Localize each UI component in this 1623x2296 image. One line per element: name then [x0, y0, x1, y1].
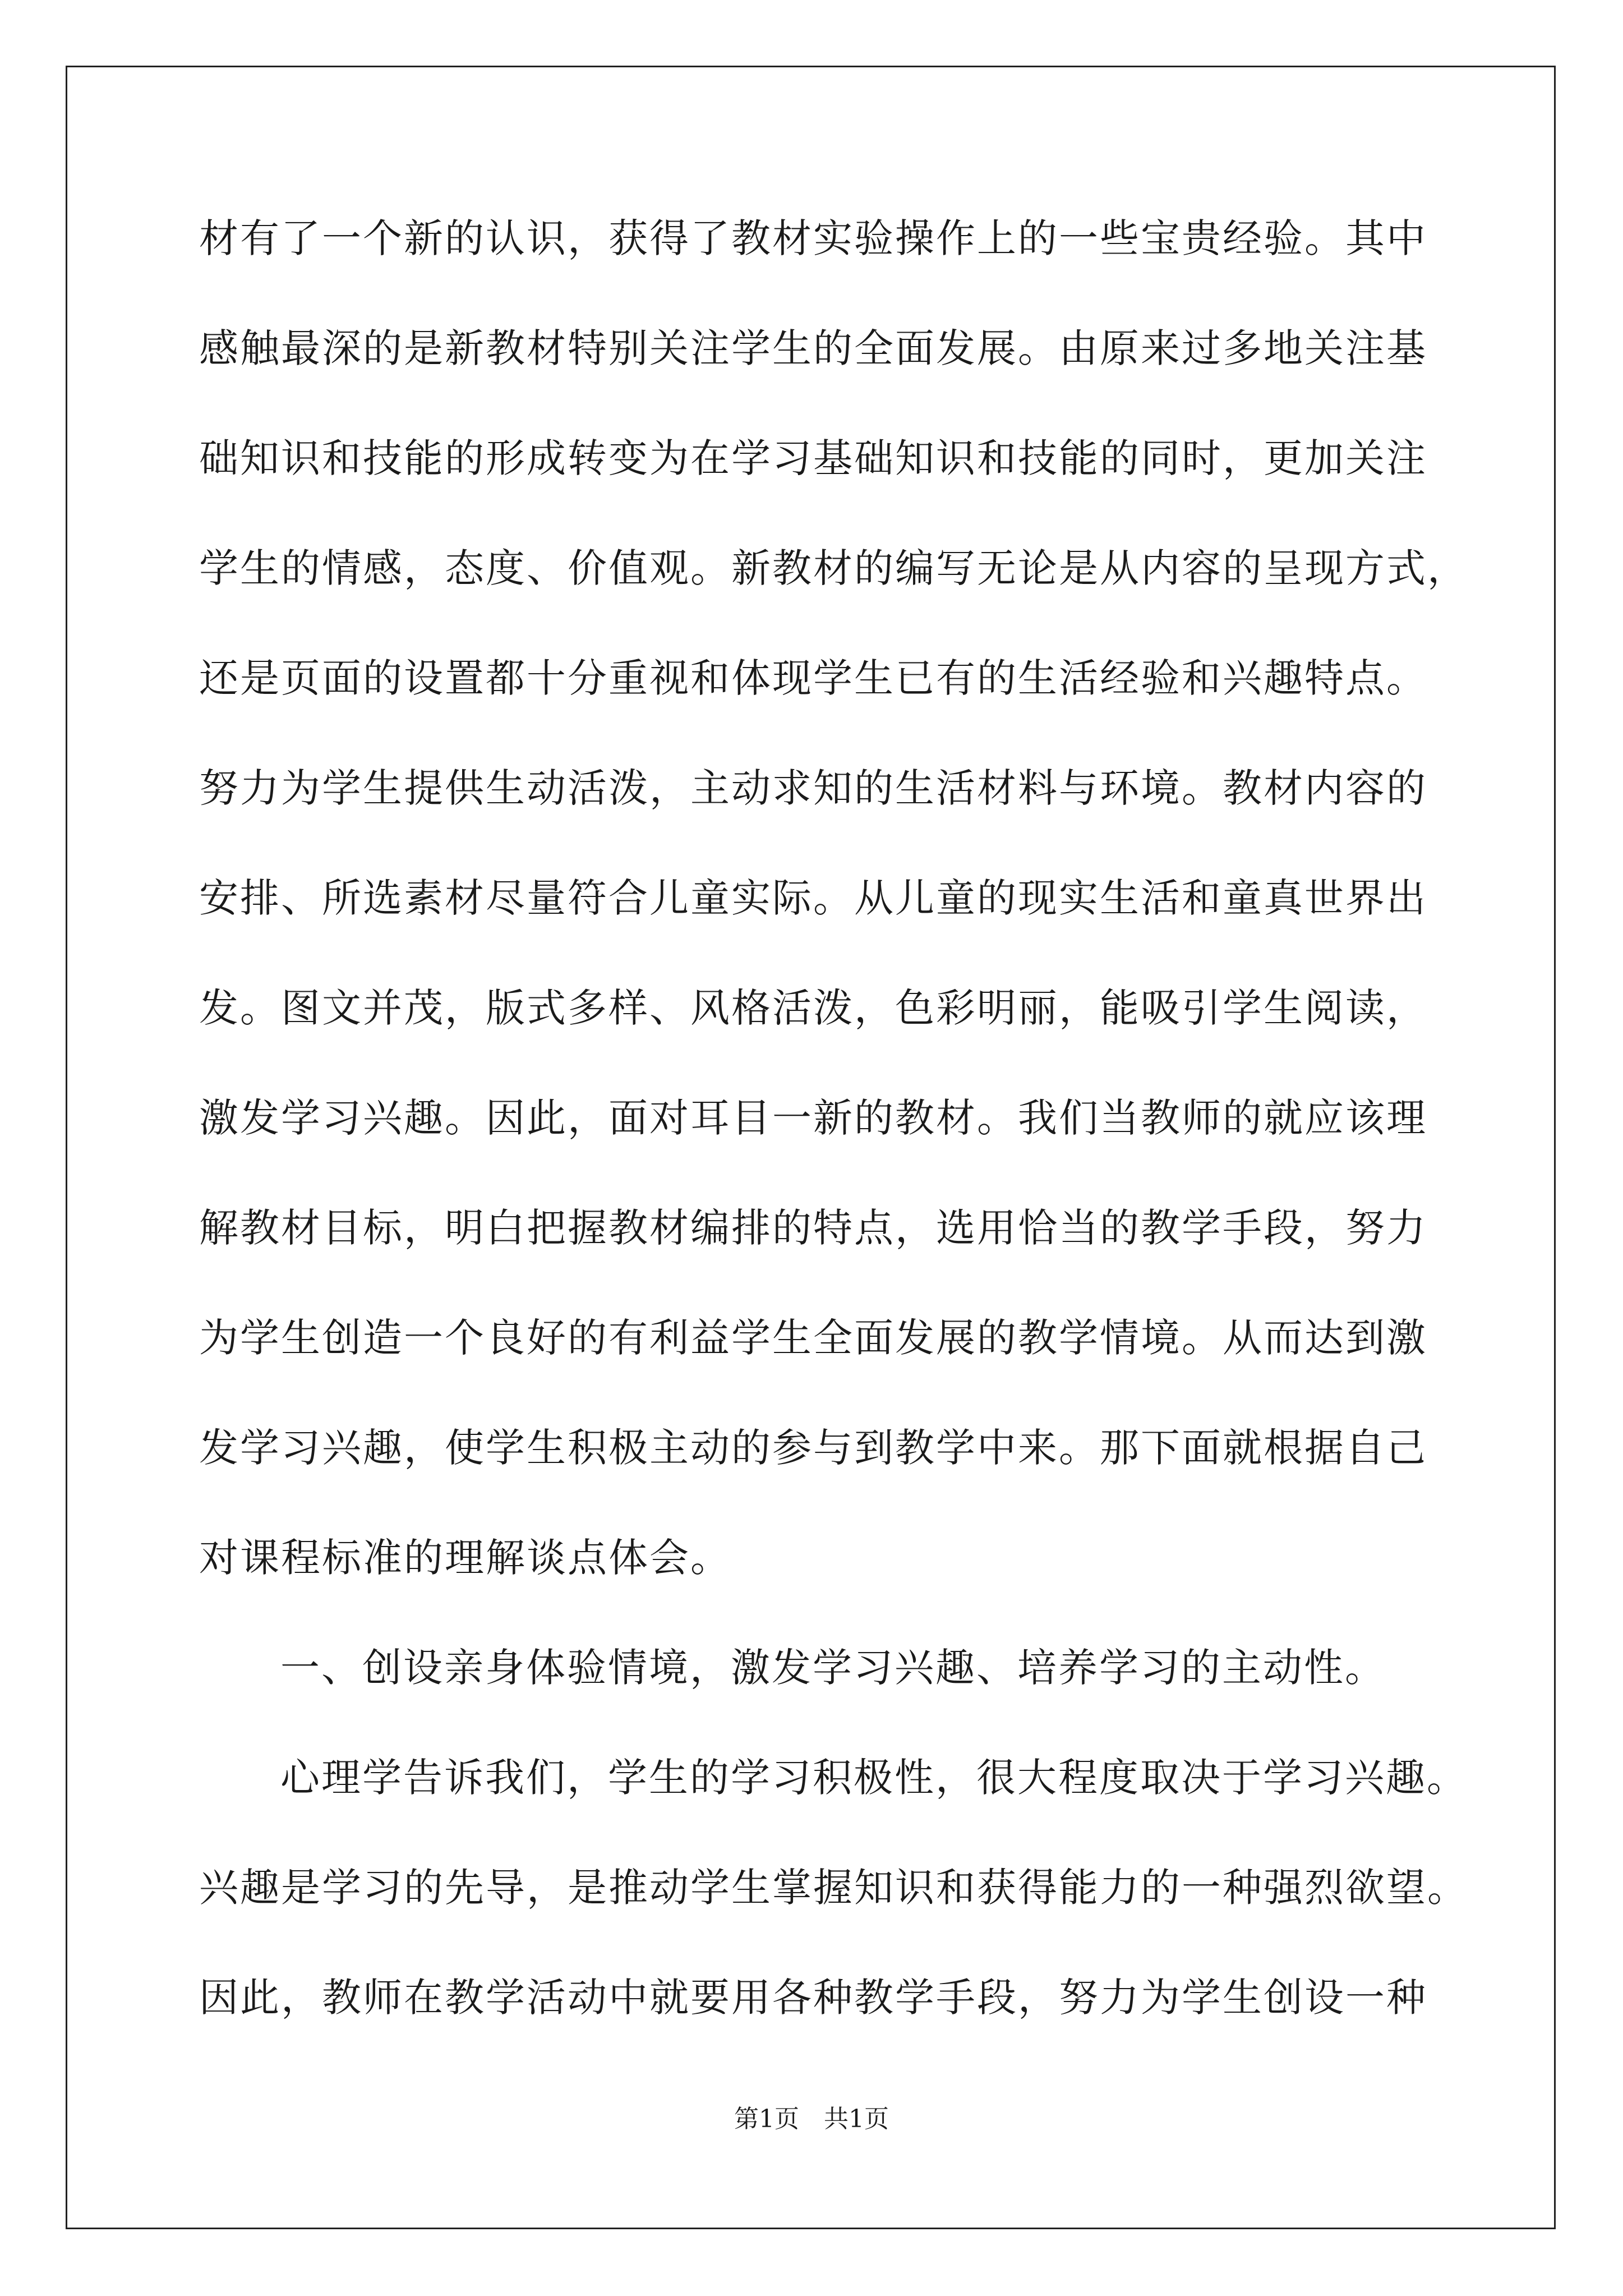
text-line: 心理学告诉我们，学生的学习积极性，很大程度取决于学习兴趣。 [280, 1755, 1468, 1801]
text-line: 发学习兴趣，使学生积极主动的参与到教学中来。那下面就根据自己 [199, 1425, 1427, 1471]
section-heading: 一、创设亲身体验情境，激发学习兴趣、培养学习的主动性。 [280, 1645, 1386, 1691]
document-body [199, 215, 1468, 2088]
page-footer [0, 2107, 1623, 2132]
text-line: 感触最深的是新教材特别关注学生的全面发展。由原来过多地关注基 [199, 325, 1427, 371]
text-line: 努力为学生提供生动活泼，主动求知的生活材料与环境。教材内容的 [199, 765, 1427, 811]
page-number: 第1页 [734, 2105, 799, 2133]
text-line: 安排、所选素材尽量符合儿童实际。从儿童的现实生活和童真世界出 [199, 875, 1427, 921]
page-total: 共1页 [824, 2105, 889, 2133]
text-line: 发。图文并茂，版式多样、风格活泼，色彩明丽，能吸引学生阅读， [199, 985, 1427, 1031]
text-line: 解教材目标，明白把握教材编排的特点，选用恰当的教学手段，努力 [199, 1205, 1427, 1251]
text-line: 激发学习兴趣。因此，面对耳目一新的教材。我们当教师的就应该理 [199, 1095, 1427, 1141]
text-line: 为学生创造一个良好的有利益学生全面发展的教学情境。从而达到激 [199, 1315, 1427, 1361]
text-line: 兴趣是学习的先导，是推动学生掌握知识和获得能力的一种强烈欲望。 [199, 1865, 1468, 1911]
text-line: 础知识和技能的形成转变为在学习基础知识和技能的同时，更加关注 [199, 435, 1427, 481]
text-line: 因此，教师在教学活动中就要用各种教学手段，努力为学生创设一种 [199, 1975, 1427, 2021]
text-line: 对课程标准的理解谈点体会。 [199, 1535, 731, 1581]
text-line: 学生的情感，态度、价值观。新教材的编写无论是从内容的呈现方式， [199, 545, 1468, 591]
text-line: 还是页面的设置都十分重视和体现学生已有的生活经验和兴趣特点。 [199, 655, 1427, 701]
text-line: 材有了一个新的认识，获得了教材实验操作上的一些宝贵经验。其中 [199, 215, 1427, 261]
